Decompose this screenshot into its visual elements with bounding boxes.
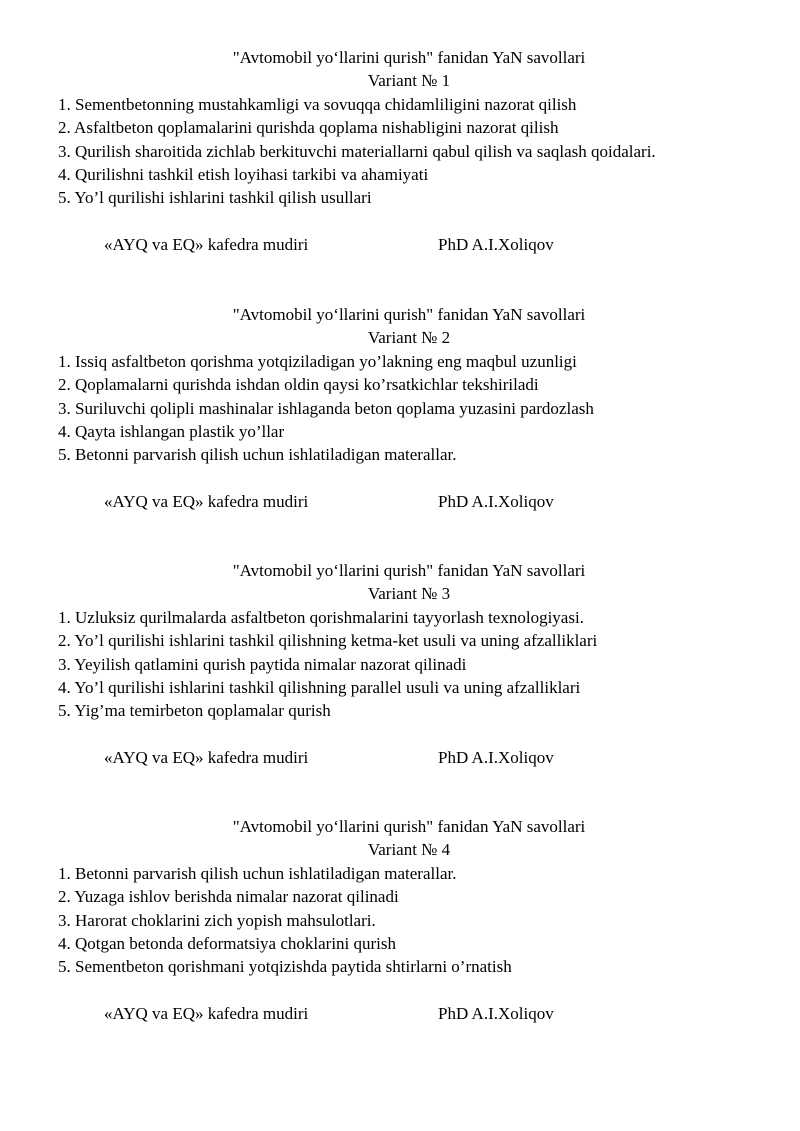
signature-name: PhD A.I.Xoliqov	[438, 492, 554, 511]
variant-title: "Avtomobil yo‘llarini qurish" fanidan YaN savollari	[232, 305, 586, 324]
question-item: 4. Qurilishni tashkil etish loyihasi tarkibi va ahamiyati	[58, 165, 429, 184]
question-item: 5. Yig’ma temirbeton qoplamalar qurish	[58, 701, 331, 720]
signature-name: PhD A.I.Xoliqov	[438, 748, 554, 767]
variant-title: "Avtomobil yo‘llarini qurish" fanidan YaN savollari	[232, 561, 586, 580]
signature-name: PhD A.I.Xoliqov	[438, 235, 554, 254]
question-item: 2. Yuzaga ishlov berishda nimalar nazorat qilinadi	[58, 887, 399, 906]
variant-number: Variant № 3	[367, 584, 451, 603]
question-item: 4. Yo’l qurilishi ishlarini tashkil qilishning parallel usuli va uning afzalliklari	[58, 678, 581, 697]
question-item: 1. Uzluksiz qurilmalarda asfaltbeton qorishmalarini tayyorlash texnologiyasi.	[58, 608, 584, 627]
variant-title: "Avtomobil yo‘llarini qurish" fanidan YaN savollari	[232, 817, 586, 836]
question-item: 5. Betonni parvarish qilish uchun ishlatiladigan materallar.	[58, 445, 457, 464]
question-item: 2. Qoplamalarni qurishda ishdan oldin qaysi ko’rsatkichlar tekshiriladi	[58, 375, 539, 394]
question-item: 4. Qayta ishlangan plastik yo’llar	[58, 422, 285, 441]
signature-role: «AYQ va EQ» kafedra mudiri	[104, 748, 309, 767]
variant-number: Variant № 2	[367, 328, 451, 347]
variant-number: Variant № 4	[367, 840, 451, 859]
question-item: 5. Sementbeton qorishmani yotqizishda paytida shtirlarni o’rnatish	[58, 957, 512, 976]
signature-role: «AYQ va EQ» kafedra mudiri	[104, 235, 309, 254]
variant-title: "Avtomobil yo‘llarini qurish" fanidan YaN savollari	[232, 48, 586, 67]
question-item: 2. Asfaltbeton qoplamalarini qurishda qoplama nishabligini nazorat qilish	[58, 118, 559, 137]
question-item: 3. Harorat choklarini zich yopish mahsulotlari.	[58, 911, 376, 930]
signature-name: PhD A.I.Xoliqov	[438, 1004, 554, 1023]
signature-role: «AYQ va EQ» kafedra mudiri	[104, 1004, 309, 1023]
question-item: 1. Betonni parvarish qilish uchun ishlatiladigan materallar.	[58, 864, 457, 883]
question-item: 3. Suriluvchi qolipli mashinalar ishlaganda beton qoplama yuzasini pardozlash	[58, 399, 594, 418]
question-item: 3. Qurilish sharoitida zichlab berkituvchi materiallarni qabul qilish va saqlash qoidalari.	[58, 142, 656, 161]
question-item: 1. Sementbetonning mustahkamligi va sovuqqa chidamliligini nazorat qilish	[58, 95, 577, 114]
signature-role: «AYQ va EQ» kafedra mudiri	[104, 492, 309, 511]
question-item: 5. Yo’l qurilishi ishlarini tashkil qilish usullari	[58, 188, 372, 207]
question-item: 3. Yeyilish qatlamini qurish paytida nimalar nazorat qilinadi	[58, 655, 467, 674]
question-item: 1. Issiq asfaltbeton qorishma yotqiziladigan yo’lakning eng maqbul uzunligi	[58, 352, 577, 371]
question-item: 4. Qotgan betonda deformatsiya choklarini qurish	[58, 934, 397, 953]
variant-number: Variant № 1	[367, 71, 451, 90]
question-item: 2. Yo’l qurilishi ishlarini tashkil qilishning ketma-ket usuli va uning afzalliklari	[58, 631, 598, 650]
